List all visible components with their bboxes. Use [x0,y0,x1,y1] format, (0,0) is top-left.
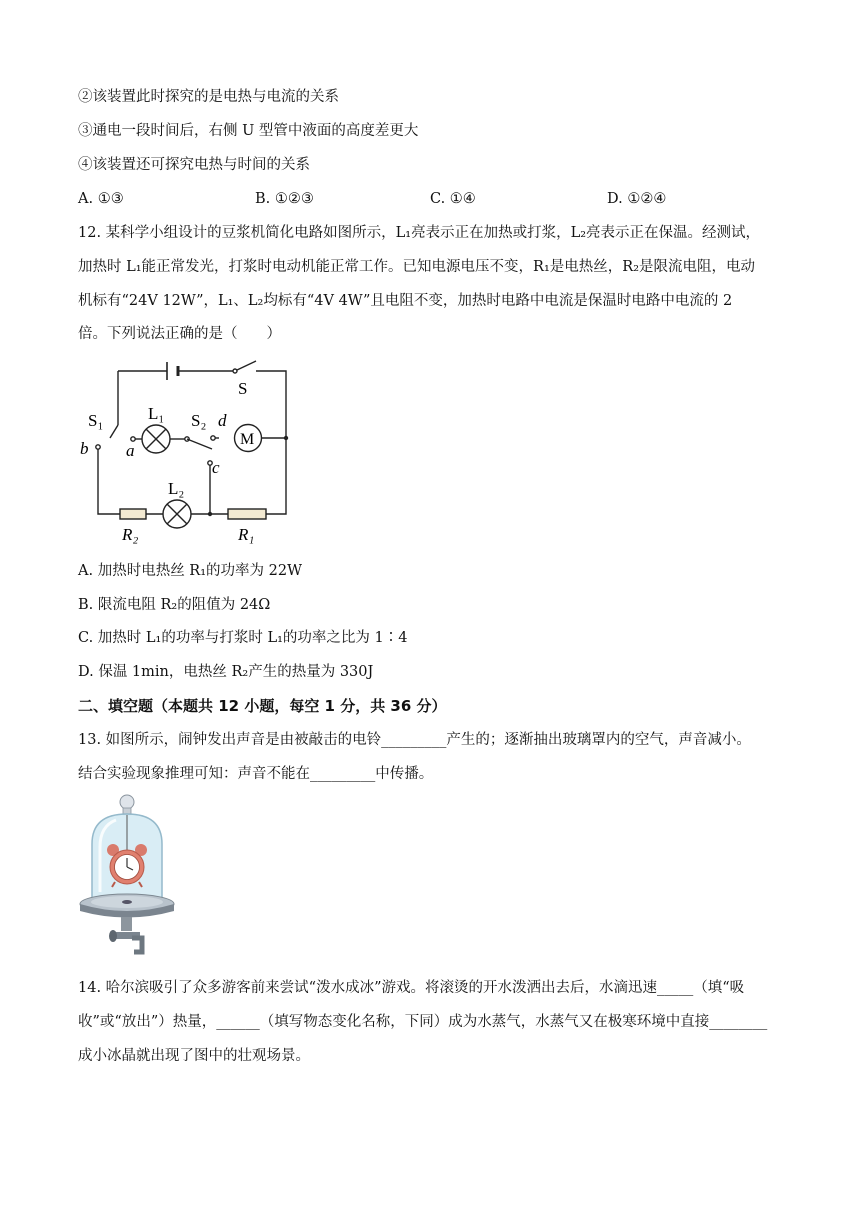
label-c: c [212,458,220,477]
q12-option-b[interactable]: B. 限流电阻 R₂的阻值为 24Ω [78,597,271,613]
q12-option-a[interactable]: A. 加热时电热丝 R₁的功率为 22W [78,563,302,579]
q14-line-1: 14. 哈尔滨吸引了众多游客前来尝试“泼水成冰”游戏。将滚烫的开水泼洒出去后，水滴迅速_____（填“吸 [78,980,745,996]
label-l2: L₂ [168,479,185,498]
q12-stem-line-3: 机标有“24V 12W”，L₁、L₂均标有“4V 4W”且电阻不变，加热时电路中电流是保温时电路中电流的 2 [78,293,733,309]
q11-option-c[interactable]: C. ①④ [430,191,476,207]
q14-line-2: 收”或“放出”）热量，______（填写物态变化名称，下同）成为水蒸气，水蒸气又在极寒环境中直接________ [78,1014,768,1030]
label-s: S [238,379,248,398]
label-l1: L₁ [148,404,165,423]
q12-option-d[interactable]: D. 保温 1min，电热丝 R₂产生的热量为 330J [78,664,374,680]
bell-jar-illustration [76,792,186,958]
q11-option-d[interactable]: D. ①②④ [607,191,667,207]
label-s1: S₁ [88,411,104,430]
section-heading: 二、填空题（本题共 12 小题，每空 1 分，共 36 分） [78,697,447,715]
q11-statement-2: ②该装置此时探究的是电热与电流的关系 [78,89,339,105]
q11-statement-3: ③通电一段时间后，右侧 U 型管中液面的高度差更大 [78,123,419,139]
q11-statement-4: ④该装置还可探究电热与时间的关系 [78,157,310,173]
q13-line-1: 13. 如图所示，闹钟发出声音是由被敲击的电铃_________产生的；逐渐抽出玻璃罩内的空气，声音减小。 [78,732,751,748]
q12-option-c[interactable]: C. 加热时 L₁的功率与打浆时 L₁的功率之比为 1∶4 [78,630,408,646]
label-s2: S₂ [191,411,207,430]
q12-stem-line-1: 12. 某科学小组设计的豆浆机简化电路如图所示，L₁亮表示正在加热或打浆，L₂亮表示正在保温。经测试， [78,225,761,241]
q12-stem-line-4: 倍。下列说法正确的是（ ） [78,326,281,342]
q14-line-3: 成小冰晶就出现了图中的壮观场景。 [78,1048,310,1064]
label-m: M [240,431,255,448]
label-d: d [218,411,227,430]
label-r1: R₁ [238,525,255,544]
q12-stem-line-2: 加热时 L₁能正常发光，打浆时电动机能正常工作。已知电源电压不变，R₁是电热丝，R₂是限流电阻，电动 [78,259,756,275]
label-r2: R₂ [122,525,139,544]
q12-circuit-diagram [70,352,310,548]
label-b: b [80,439,89,458]
q11-option-b[interactable]: B. ①②③ [255,191,314,207]
label-a: a [126,441,135,460]
q11-option-a[interactable]: A. ①③ [78,191,124,207]
q13-line-2: 结合实验现象推理可知：声音不能在_________中传播。 [78,766,434,782]
